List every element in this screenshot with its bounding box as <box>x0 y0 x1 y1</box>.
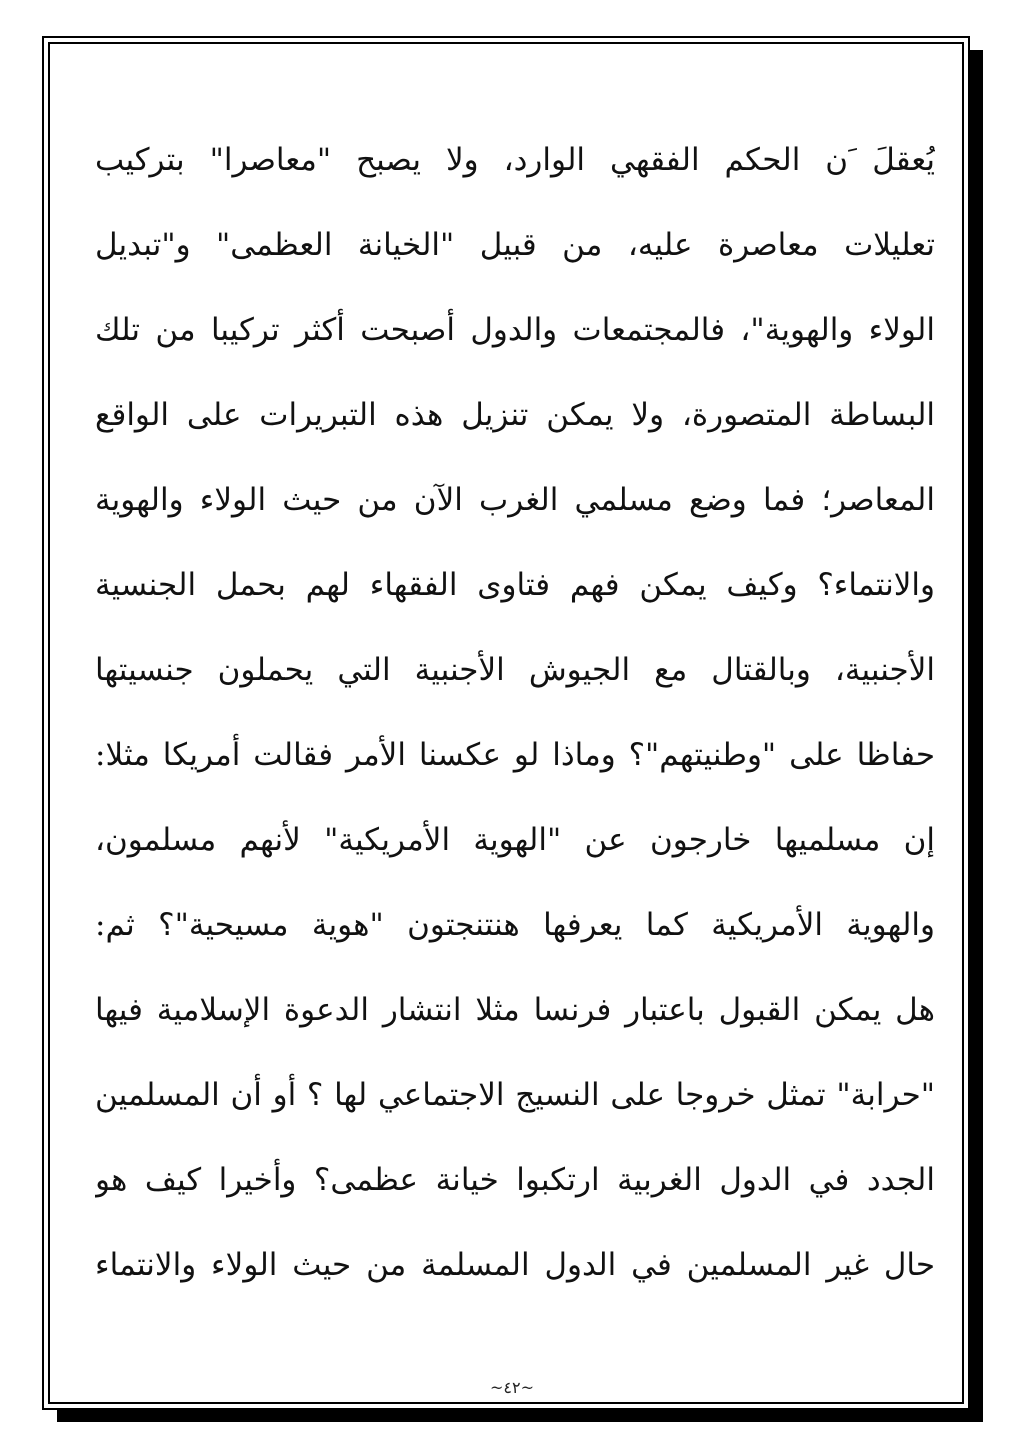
text-line-9: إن مسلميها خارجون عن "الهوية الأمريكية" لأنهم مسلمون، <box>95 822 935 858</box>
text-line-7: الأجنبية، وبالقتال مع الجيوش الأجنبية التي يحملون جنسيتها <box>95 652 935 688</box>
text-line-6: والانتماء؟ وكيف يمكن فهم فتاوى الفقهاء لهم بحمل الجنسية <box>95 567 935 603</box>
text-line-14: حال غير المسلمين في الدول المسلمة من حيث الولاء والانتماء <box>95 1247 935 1283</box>
text-line-13: الجدد في الدول الغربية ارتكبوا خيانة عظمى؟ وأخيرا كيف هو <box>95 1162 935 1198</box>
text-line-1: يُعقلَ َن الحكم الفقهي الوارد، ولا يصبح "معاصرا" بتركيب <box>95 142 935 178</box>
text-line-11: هل يمكن القبول باعتبار فرنسا مثلا انتشار الدعوة الإسلامية فيها <box>95 992 935 1028</box>
text-line-10: والهوية الأمريكية كما يعرفها هنتنجتون "هوية مسيحية"؟ ثم: <box>95 907 935 943</box>
text-line-2: تعليلات معاصرة عليه، من قبيل "الخيانة العظمى" و"تبديل <box>95 227 935 263</box>
body-text <box>95 118 935 1308</box>
page-number: ~٤٢~ <box>490 1378 534 1397</box>
text-line-4: البساطة المتصورة، ولا يمكن تنزيل هذه التبريرات على الواقع <box>95 397 935 433</box>
text-line-12: "حرابة" تمثل خروجا على النسيج الاجتماعي لها ؟ أو أن المسلمين <box>95 1077 935 1113</box>
text-line-3: الولاء والهوية"، فالمجتمعات والدول أصبحت أكثر تركيبا من تلك <box>95 312 935 348</box>
text-line-8: حفاظا على "وطنيتهم"؟ وماذا لو عكسنا الأمر فقالت أمريكا مثلا: <box>95 737 935 773</box>
text-line-5: المعاصر؛ فما وضع مسلمي الغرب الآن من حيث الولاء والهوية <box>95 482 935 518</box>
